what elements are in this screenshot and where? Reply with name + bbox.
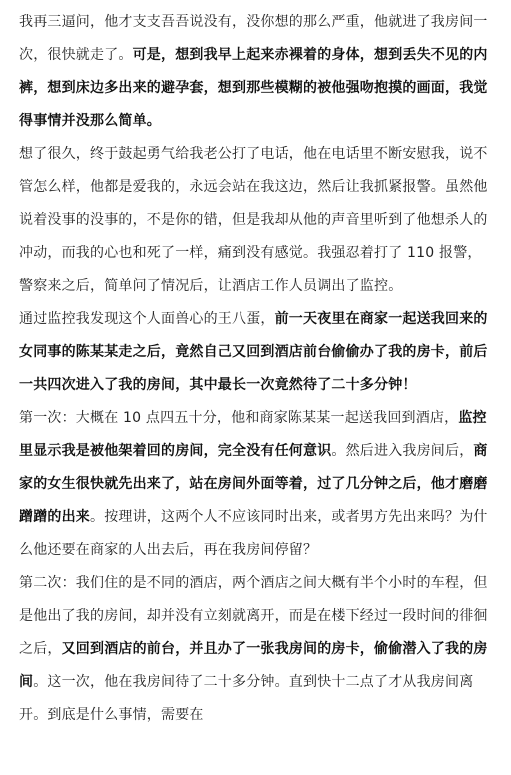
paragraph-4-text-a: 第一次：大概在 10 点四五十分，他和商家陈某某一起送我回到酒店， [19, 410, 459, 426]
paragraph-3-text: 通过监控我发现这个人面兽心的王八蛋， [19, 311, 275, 327]
paragraph-2 [19, 138, 493, 303]
paragraph-2-text: 想了很久，终于鼓起勇气给我老公打了电话，他在电话里不断安慰我，说不管怎么样，他都是爱我的，永远会站在我这边，然后让我抓紧报警。虽然他说着没事的没事的，不是你的错，但是我却从他的声音里听到了他想杀人的冲动，而我的心也和死了一样，痛到没有感觉。我强忍着打了 110 报警，警察来之后，简单问了情况后，让酒店工作人员调出了监控。 [19, 146, 488, 294]
paragraph-1-text: 我再三逼问，他才支支吾吾说没有，没你想的那么严重，他就进了我房间一次，很快就走了。 [19, 14, 488, 63]
paragraph-4-text-c: 。按理讲，这两个人不应该同时出来，或者男方先出来吗？为什么他还要在商家的人出去后，再在我房间停留？ [19, 509, 488, 558]
paragraph-5-text-a: 第二次：我们住的是不同的酒店，两个酒店之间大概有半个小时的车程，但是他出了我的房间，却并没有立刻就离开，而是在楼下经过一段时间的徘徊之后， [19, 575, 488, 657]
paragraph-3-bold-text: 前一天夜里在商家一起送我回来的女同事的陈某某走之后，竟然自己又回到酒店前台偷偷办了我的房卡，前后一共四次进入了我的房间，其中最长一次竟然待了二十多分钟！ [19, 311, 488, 393]
paragraph-4-bold-text-b: 商家的女生很快就先出来了，站在房间外面等着，过了几分钟之后，他才磨磨蹭蹭的出来 [19, 443, 488, 525]
paragraph-5 [19, 567, 493, 732]
article-body [19, 6, 493, 732]
paragraph-1 [19, 6, 493, 138]
paragraph-5-bold-text: 又回到酒店的前台，并且办了一张我房间的房卡，偷偷潜入了我的房间 [19, 641, 488, 690]
paragraph-1-bold-text: 可是，想到我早上起来赤裸着的身体，想到丢失不见的内裤，想到床边多出来的避孕套，想到那些模糊的被他强吻抱摸的画面，我觉得事情并没那么简单。 [19, 47, 488, 129]
paragraph-4-bold-text-a: 监控里显示我是被他架着回的房间，完全没有任何意识 [19, 410, 487, 459]
paragraph-3 [19, 303, 493, 402]
paragraph-4-text-b: 。然后进入我房间后， [331, 443, 474, 459]
paragraph-5-text-b: 。这一次，他在我房间待了二十多分钟。直到快十二点了才从我房间离开。到底是什么事情，需要在 [19, 674, 474, 723]
paragraph-4 [19, 402, 493, 567]
